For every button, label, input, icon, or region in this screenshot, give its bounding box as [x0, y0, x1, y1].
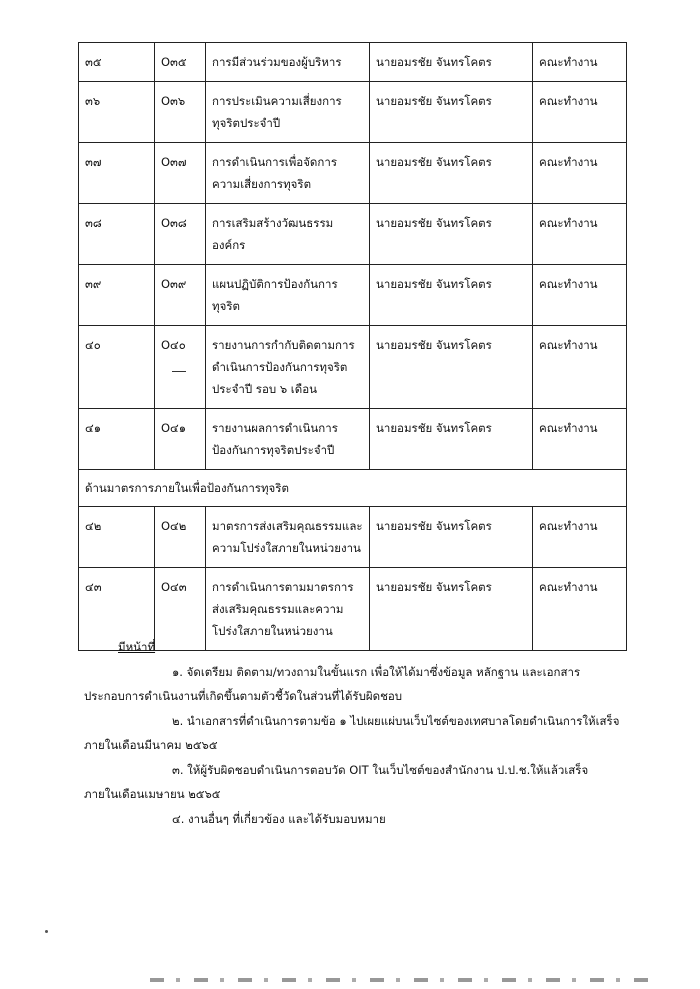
responsible-person: นายอมรชัย จันทรโคตร — [370, 265, 533, 326]
indicator-title: การดำเนินการตามมาตรการส่งเสริมคุณธรรมและความโปร่งใสภายในหน่วยงาน — [206, 568, 370, 651]
responsible-person: นายอมรชัย จันทรโคตร — [370, 507, 533, 568]
table-row — [79, 143, 627, 204]
duty-item-4: ๔. งานอื่นๆ ที่เกี่ยวข้อง และได้รับมอบหมาย — [172, 811, 386, 826]
table-row — [79, 265, 627, 326]
duties-section — [84, 635, 624, 831]
row-number: ๔๓ — [79, 568, 155, 651]
responsible-person: นายอมรชัย จันทรโคตร — [370, 143, 533, 204]
table-row — [79, 204, 627, 265]
responsible-person: นายอมรชัย จันทรโคตร — [370, 204, 533, 265]
duty-item-2-cont: ภายในเดือนมีนาคม ๒๕๖๕ — [84, 738, 218, 752]
table-row — [79, 507, 627, 568]
indicator-title: รายงานผลการดำเนินการป้องกันการทุจริตประจำปี — [206, 409, 370, 470]
assignment-table — [78, 42, 627, 651]
row-number: ๔๑ — [79, 409, 155, 470]
role: คณะทำงาน — [533, 82, 627, 143]
duty-item-1: ๑. จัดเตรียม ติดตาม/ทวงถามในขั้นแรก เพื่อให้ได้มาซึ่งข้อมูล หลักฐาน และเอกสาร — [172, 664, 581, 679]
indicator-code: O๓๖ — [155, 82, 206, 143]
role: คณะทำงาน — [533, 326, 627, 409]
indicator-code: O๔๓ — [155, 568, 206, 651]
section-header: ด้านมาตรการภายในเพื่อป้องกันการทุจริต — [79, 470, 627, 507]
indicator-code: O๔๐ — [155, 326, 206, 409]
row-number: ๓๗ — [79, 143, 155, 204]
responsible-person: นายอมรชัย จันทรโคตร — [370, 568, 533, 651]
duty-item-2: ๒. นำเอกสารที่ดำเนินการตามข้อ ๑ ไปเผยแผ่บนเว็บไซต์ของเทศบาลโดยดำเนินการให้เสร็จ — [172, 713, 620, 728]
role: คณะทำงาน — [533, 204, 627, 265]
role: คณะทำงาน — [533, 568, 627, 651]
table-row — [79, 82, 627, 143]
role: คณะทำงาน — [533, 409, 627, 470]
scan-speck — [45, 930, 48, 933]
indicator-title: การประเมินความเสี่ยงการทุจริตประจำปี — [206, 82, 370, 143]
row-number: ๓๖ — [79, 82, 155, 143]
role: คณะทำงาน — [533, 265, 627, 326]
indicator-title: การดำเนินการเพื่อจัดการความเสี่ยงการทุจริต — [206, 143, 370, 204]
table-row — [79, 43, 627, 82]
responsible-person: นายอมรชัย จันทรโคตร — [370, 82, 533, 143]
role: คณะทำงาน — [533, 507, 627, 568]
role: คณะทำงาน — [533, 43, 627, 82]
row-number: ๓๙ — [79, 265, 155, 326]
role: คณะทำงาน — [533, 143, 627, 204]
indicator-title: แผนปฏิบัติการป้องกันการทุจริต — [206, 265, 370, 326]
indicator-code: O๓๗ — [155, 143, 206, 204]
indicator-code: O๓๕ — [155, 43, 206, 82]
indicator-title: มาตรการส่งเสริมคุณธรรมและความโปร่งใสภายในหน่วยงาน — [206, 507, 370, 568]
row-number: ๓๘ — [79, 204, 155, 265]
responsible-person: นายอมรชัย จันทรโคตร — [370, 409, 533, 470]
indicator-title: การเสริมสร้างวัฒนธรรมองค์กร — [206, 204, 370, 265]
row-number: ๔๐ — [79, 326, 155, 409]
section-header-row — [79, 470, 627, 507]
responsible-person: นายอมรชัย จันทรโคตร — [370, 43, 533, 82]
duties-heading: มีหน้าที่ — [118, 640, 156, 654]
responsible-person: นายอมรชัย จันทรโคตร — [370, 326, 533, 409]
indicator-title: รายงานการกำกับติดตามการดำเนินการป้องกันการทุจริตประจำปี รอบ ๖ เดือน — [206, 326, 370, 409]
scan-mark — [172, 371, 186, 372]
row-number: ๓๕ — [79, 43, 155, 82]
duty-item-1-cont: ประกอบการดำเนินงานที่เกิดขึ้นตามตัวชี้วัดในส่วนที่ได้รับผิดชอบ — [84, 689, 403, 703]
duty-item-3-cont: ภายในเดือนเมษายน ๒๕๖๕ — [84, 787, 221, 801]
indicator-code: O๔๑ — [155, 409, 206, 470]
table-row — [79, 409, 627, 470]
table-row — [79, 326, 627, 409]
indicator-code: O๓๙ — [155, 265, 206, 326]
scan-edge-noise — [150, 978, 650, 982]
indicator-code: O๔๒ — [155, 507, 206, 568]
indicator-code: O๓๘ — [155, 204, 206, 265]
row-number: ๔๒ — [79, 507, 155, 568]
indicator-title: การมีส่วนร่วมของผู้บริหาร — [206, 43, 370, 82]
duty-item-3: ๓. ให้ผู้รับผิดชอบดำเนินการตอบวัด OIT ในเว็บไซต์ของสำนักงาน ป.ป.ช.ให้แล้วเสร็จ — [172, 762, 589, 777]
